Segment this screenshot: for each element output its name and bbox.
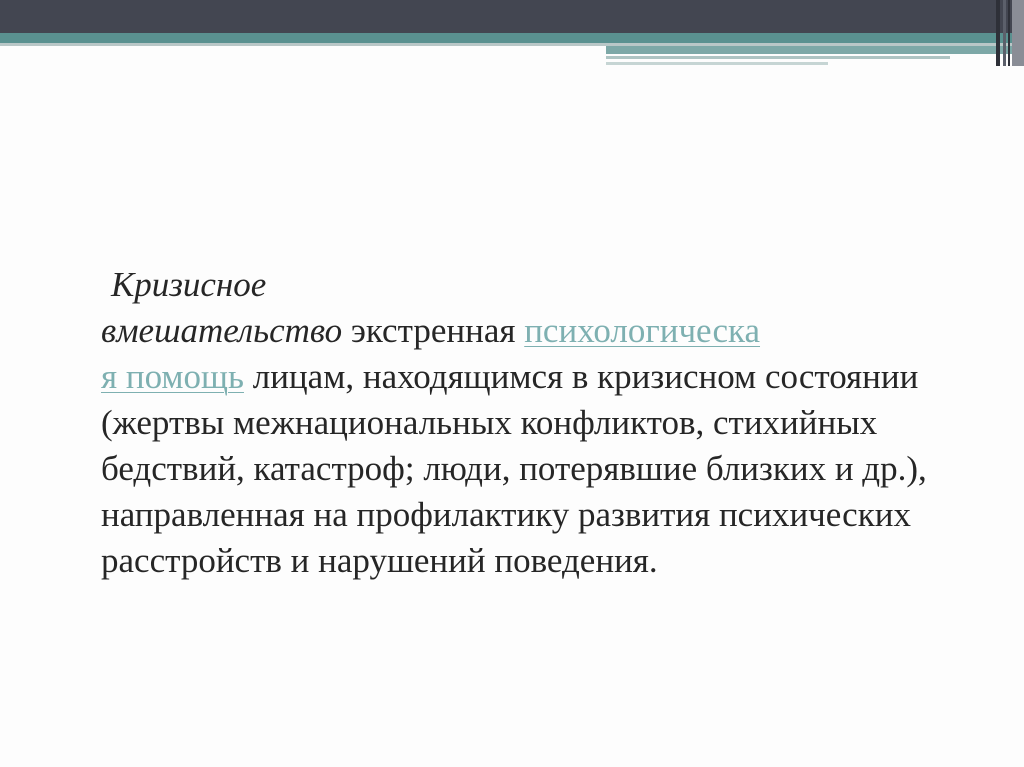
corner-stripe-3	[1008, 0, 1010, 66]
definition-paragraph	[101, 262, 961, 584]
link-text-part-1: психологическа	[524, 311, 761, 350]
corner-stripe-1	[996, 0, 1000, 66]
header-right-line-1	[606, 56, 950, 59]
header-teal-band	[0, 33, 1024, 43]
header-dark-band	[0, 0, 1024, 33]
corner-stripe-4	[1012, 0, 1024, 66]
text-before-link: экстренная	[342, 311, 525, 350]
header-right-accent	[606, 46, 1024, 54]
term-first-word: Кризисное	[111, 265, 267, 304]
corner-stripe-2	[1003, 0, 1006, 66]
header-right-line-2	[606, 62, 828, 65]
link-text-part-2: я помощь	[101, 357, 244, 396]
term-second-word: вмешательство	[101, 311, 343, 350]
text-after-link: лицам, находящимся в кризисном состоянии (жертвы межнациональных конфликтов, стихийных бедствий, катастроф; люди, потерявшие близких и др.), направленная на профилактику развития психических расстройств и нарушений поведения.	[101, 357, 927, 580]
